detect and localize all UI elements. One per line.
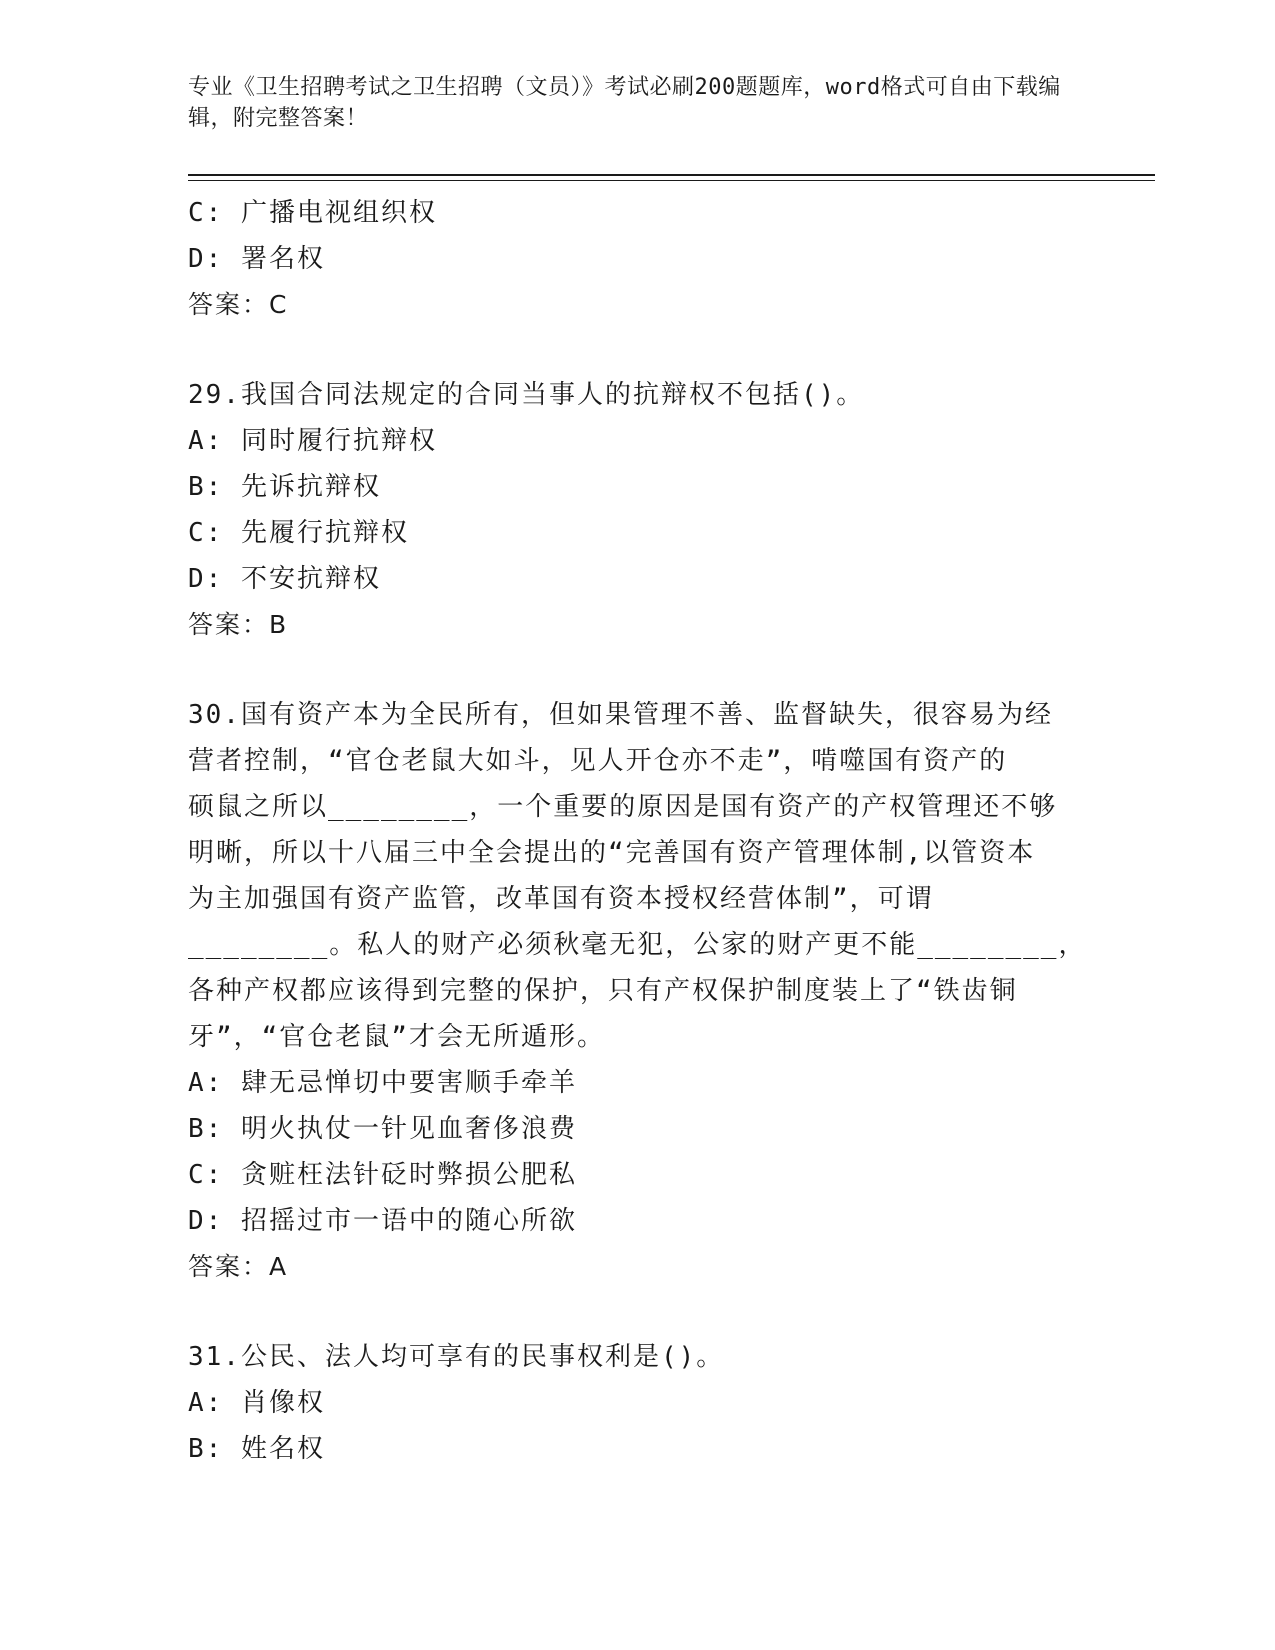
q29-answer: 答案：B <box>188 610 289 639</box>
q30-stem-line: 为主加强国有资产监管，改革国有资本授权经营体制”，可谓 <box>188 884 934 914</box>
q30-stem-line: 牙”，“官仓老鼠”才会无所遁形。 <box>188 1022 605 1052</box>
q30-stem-line: 30.国有资产本为全民所有，但如果管理不善、监督缺失，很容易为经 <box>188 700 1053 730</box>
q29-option-c: C: 先履行抗辩权 <box>188 518 409 548</box>
q29-option-d: D: 不安抗辩权 <box>188 564 381 594</box>
q30-stem-line: 明晰，所以十八届三中全会提出的“完善国有资产管理体制,以管资本 <box>188 838 1036 868</box>
q30-answer: 答案：A <box>188 1252 289 1281</box>
q30-option-c: C: 贪赃枉法针砭时弊损公肥私 <box>188 1160 577 1190</box>
question-content <box>188 190 1088 1472</box>
q28-option-c: C: 广播电视组织权 <box>188 198 437 228</box>
q30-stem-line: 各种产权都应该得到完整的保护，只有产权保护制度装上了“铁齿铜 <box>188 976 1018 1006</box>
header-rule-thick <box>188 174 1155 176</box>
q28-option-d: D: 署名权 <box>188 244 325 274</box>
q30-stem-line: ________。私人的财产必须秋毫无犯，公家的财产更不能________， <box>188 930 1087 960</box>
document-header: 专业《卫生招聘考试之卫生招聘（文员）》考试必刷200题题库，word格式可自由下载编辑，附完整答案！ <box>188 75 1061 131</box>
q31-stem: 31.公民、法人均可享有的民事权利是()。 <box>188 1342 725 1372</box>
q30-option-a: A: 肆无忌惮切中要害顺手牵羊 <box>188 1068 577 1098</box>
q30-stem-line: 硕鼠之所以________，一个重要的原因是国有资产的产权管理还不够 <box>188 792 1058 822</box>
q29-option-b: B: 先诉抗辩权 <box>188 472 381 502</box>
q31-option-a: A: 肖像权 <box>188 1388 325 1418</box>
q30-option-b: B: 明火执仗一针见血奢侈浪费 <box>188 1114 577 1144</box>
q29-stem: 29.我国合同法规定的合同当事人的抗辩权不包括()。 <box>188 380 865 410</box>
header-rule-thin <box>188 180 1155 181</box>
q31-option-b: B: 姓名权 <box>188 1434 325 1464</box>
q28-answer: 答案：C <box>188 290 289 319</box>
q30-stem-line: 营者控制，“官仓老鼠大如斗，见人开仓亦不走”，啃噬国有资产的 <box>188 746 1008 776</box>
q30-option-d: D: 招摇过市一语中的随心所欲 <box>188 1206 577 1236</box>
q29-option-a: A: 同时履行抗辩权 <box>188 426 437 456</box>
